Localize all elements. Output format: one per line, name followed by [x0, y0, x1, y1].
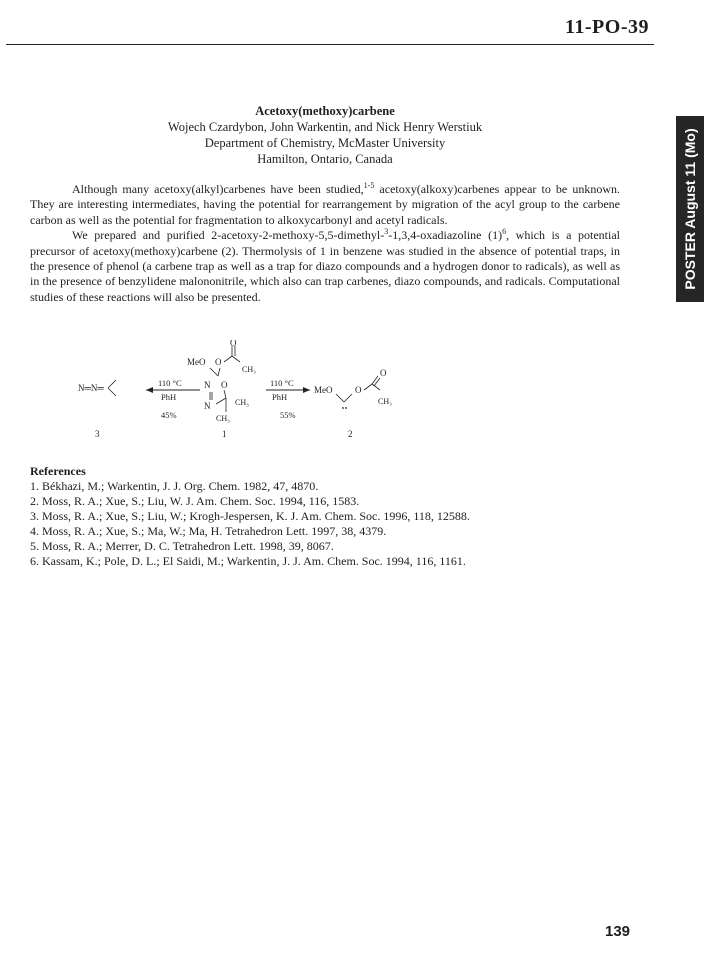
compound-label-2: 2 — [348, 429, 353, 439]
paragraph-2: We prepared and purified 2-acetoxy-2-methoxy-5,5-dimethyl-$^3$-1,3,4-oxadiazoline $(1)^6$, which is a potential precursor of acetoxy(methoxy)carbene (2). Thermolysis of 1 in benzene was studied in the absence of potential traps, in the presence of phenol (a carbene trap as well as a trap for diazo compounds and a hydrogen donor to radicals), as well as in the presence of benzylidene malononitrile, which also can trap carbenes, diazo compounds, and radicals. Computational studies of these reactions will also be presented. — [30, 227, 621, 304]
reference-item: 2. Moss, R. A.; Xue, S.; Liu, W. J. Am. Chem. Soc. 1994, 116, 1583. — [30, 494, 360, 508]
reference-item: 4. Moss, R. A.; Xue, S.; Ma, W.; Ma, H. Tetrahedron Lett. 1997, 38, 4379. — [30, 524, 387, 538]
meo-label-2: MeO — [314, 385, 333, 395]
header-rule — [6, 44, 654, 45]
compound-label-1: 1 — [222, 429, 227, 439]
side-tab-label: POSTER August 11 (Mo) — [682, 128, 698, 290]
references-list — [30, 479, 560, 569]
o-label-carbonyl-2: O — [380, 368, 387, 378]
ch3-label-acetyl-2: CH₃ — [378, 397, 392, 406]
reference-item: 3. Moss, R. A.; Xue, S.; Liu, W.; Krogh-Jespersen, K. J. Am. Chem. Soc. 1996, 118, 12588. — [30, 509, 470, 523]
n-label-top: N — [204, 380, 211, 390]
paragraph-1: Although many acetoxy(alkyl)carbenes have been studied,$^{1-5}$ acetoxy(alkoxy)carbenes appear to be unknown. They are interesting intermediates, having the potential for rearrangement by migration of the acyl group to the carbene carbon as well as the potential for fragmentation to alkoxycarbonyl and acetyl radicals. — [30, 181, 620, 227]
n-label-bottom: N — [204, 401, 211, 411]
abstract-body — [30, 182, 620, 305]
reference-item: 1. Békhazi, M.; Warkentin, J. J. Org. Chem. 1982, 47, 4870. — [30, 479, 319, 493]
compound-label-3: 3 — [95, 429, 100, 439]
right-temp: 110 °C — [270, 378, 294, 388]
poster-side-tab — [676, 116, 704, 302]
ch3-label-acetyl-1: CH₃ — [242, 365, 256, 374]
ch3-label-ring-a: CH₃ — [235, 398, 249, 407]
session-code: 11-PO-39 — [565, 16, 649, 38]
o-label-carbonyl-1: O — [230, 340, 237, 348]
reference-item: 6. Kassam, K.; Pole, D. L.; El Saidi, M.; Warkentin, J. J. Am. Chem. Soc. 1994, 116, 1161. — [30, 554, 466, 568]
diazo-group: N═N═ — [78, 383, 104, 393]
reaction-scheme — [70, 340, 430, 445]
meo-label-1: MeO — [187, 357, 206, 367]
reference-item: 5. Moss, R. A.; Merrer, D. C. Tetrahedron Lett. 1998, 39, 8067. — [30, 539, 334, 553]
ch3-label-ring-b: CH₃ — [216, 414, 230, 423]
page-number: 139 — [605, 923, 631, 940]
left-solvent: PhH — [161, 392, 177, 402]
o-label-ring: O — [221, 380, 228, 390]
abstract-header — [80, 103, 570, 167]
references-title: References — [30, 464, 86, 478]
right-solvent: PhH — [272, 392, 288, 402]
left-yield: 45% — [161, 410, 177, 420]
affiliation: Department of Chemistry, McMaster University — [204, 136, 446, 150]
authors: Wojech Czardybon, John Warkentin, and Nick Henry Werstiuk — [167, 120, 483, 134]
references-section — [30, 464, 560, 569]
location: Hamilton, Ontario, Canada — [257, 152, 393, 166]
o-label-carbene: O — [355, 385, 362, 395]
right-yield: 55% — [280, 410, 296, 420]
left-temp: 110 °C — [158, 378, 182, 388]
abstract-title: Acetoxy(methoxy)carbene — [255, 104, 395, 118]
o-label-ester: O — [215, 357, 222, 367]
